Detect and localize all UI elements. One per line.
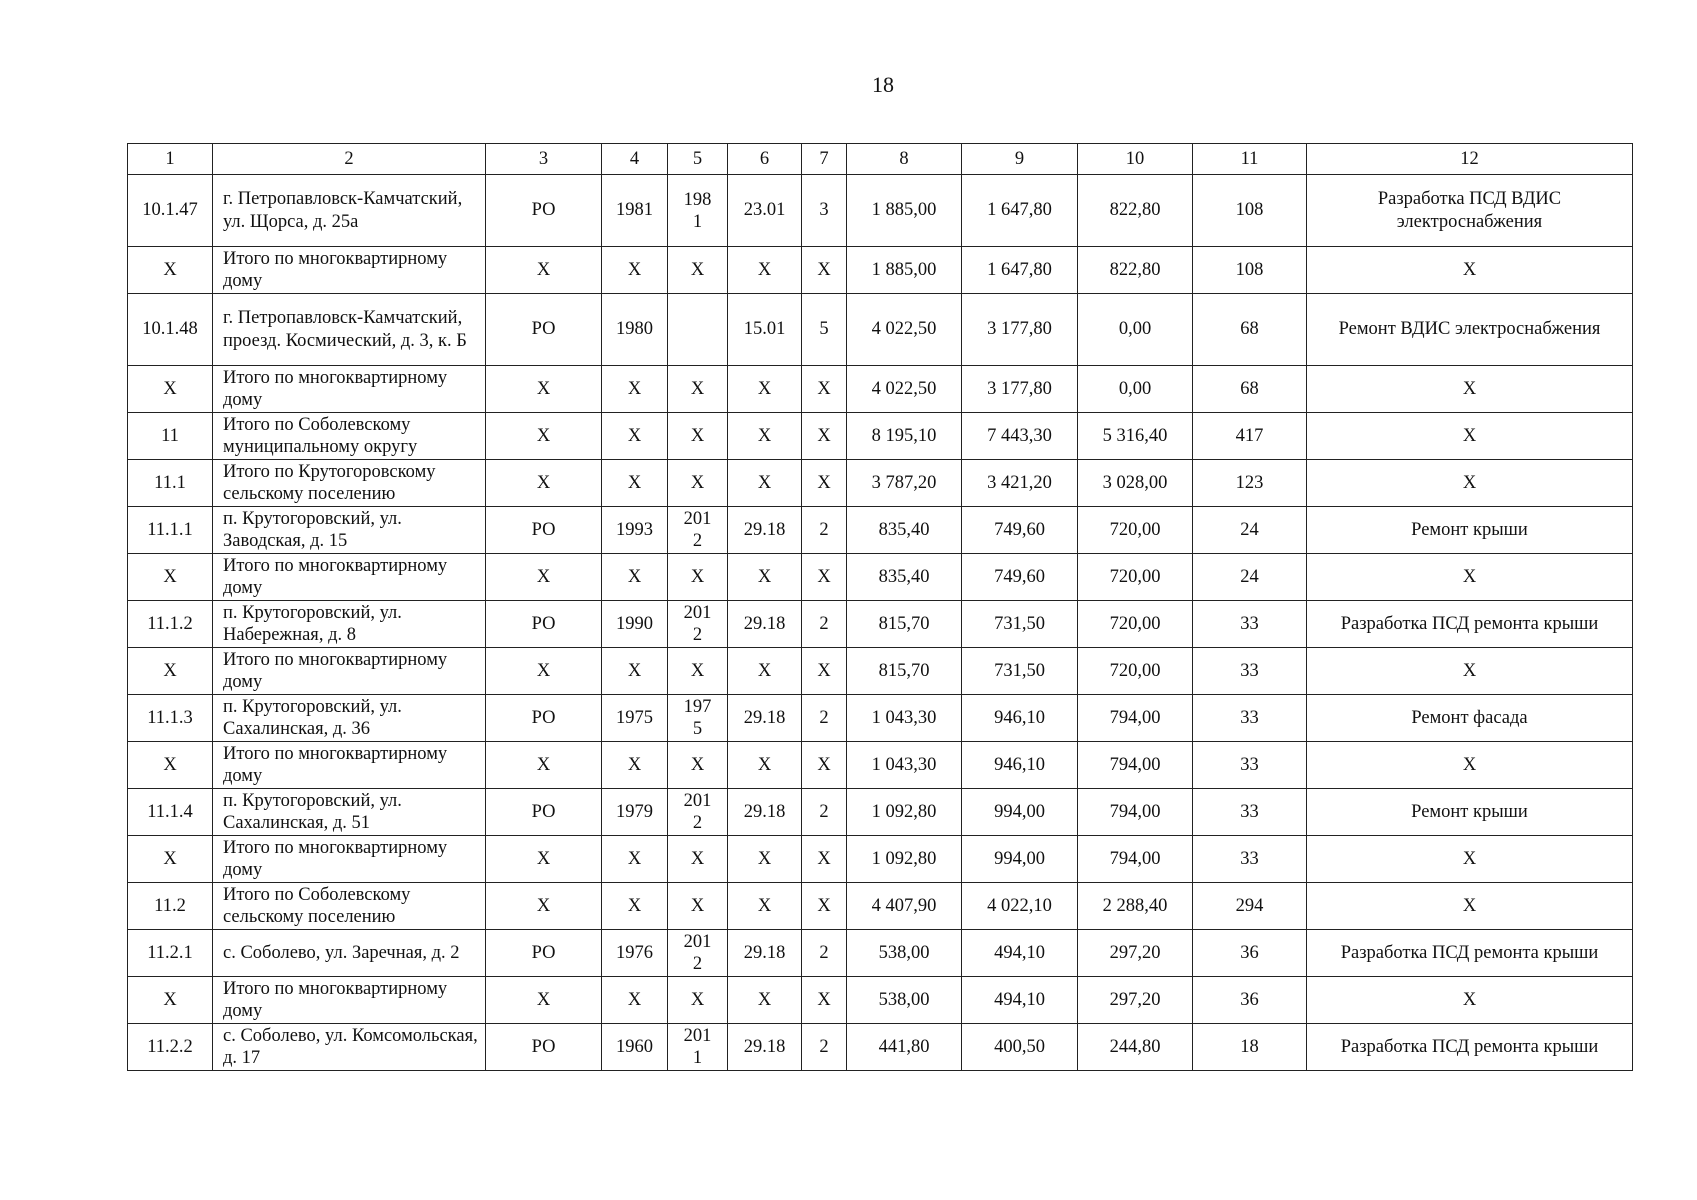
living-area-cell: 7 443,30 bbox=[962, 413, 1078, 460]
work-type-cell: Разработка ПСД ВДИС электроснабжения bbox=[1307, 175, 1633, 247]
living-area-cell: 3 421,20 bbox=[962, 460, 1078, 507]
value-cell: 5 316,40 bbox=[1078, 413, 1193, 460]
type-cell: РО bbox=[486, 695, 602, 742]
area-cell: 835,40 bbox=[847, 507, 962, 554]
address-cell: п. Крутогоровский, ул. Сахалинская, д. 36 bbox=[213, 695, 486, 742]
living-area-cell: 400,50 bbox=[962, 1024, 1078, 1071]
row-number: Х bbox=[128, 366, 213, 413]
count-cell: 3 bbox=[802, 175, 847, 247]
table-row bbox=[128, 789, 1633, 836]
address-cell: Итого по Соболевскому муниципальному округу bbox=[213, 413, 486, 460]
work-type-cell: Х bbox=[1307, 366, 1633, 413]
value-cell: 0,00 bbox=[1078, 366, 1193, 413]
year-built-cell: Х bbox=[602, 883, 668, 930]
living-area-cell: 749,60 bbox=[962, 507, 1078, 554]
year-cell: 2012 bbox=[668, 930, 728, 977]
living-area-cell: 994,00 bbox=[962, 789, 1078, 836]
residents-cell: 417 bbox=[1193, 413, 1307, 460]
residents-cell: 33 bbox=[1193, 742, 1307, 789]
year-cell: 1981 bbox=[668, 175, 728, 247]
residents-cell: 33 bbox=[1193, 648, 1307, 695]
work-type-cell: Разработка ПСД ремонта крыши bbox=[1307, 601, 1633, 648]
count-cell: Х bbox=[802, 648, 847, 695]
table-row bbox=[128, 930, 1633, 977]
year-cell: 2012 bbox=[668, 789, 728, 836]
living-area-cell: 731,50 bbox=[962, 648, 1078, 695]
work-type-cell: Разработка ПСД ремонта крыши bbox=[1307, 930, 1633, 977]
address-cell: Итого по Соболевскому сельскому поселению bbox=[213, 883, 486, 930]
row-number: Х bbox=[128, 742, 213, 789]
area-cell: 4 022,50 bbox=[847, 294, 962, 366]
code-cell: 29.18 bbox=[728, 601, 802, 648]
living-area-cell: 494,10 bbox=[962, 977, 1078, 1024]
count-cell: Х bbox=[802, 883, 847, 930]
column-number: 6 bbox=[728, 144, 802, 175]
year-cell: Х bbox=[668, 648, 728, 695]
column-number: 10 bbox=[1078, 144, 1193, 175]
type-cell: Х bbox=[486, 413, 602, 460]
address-cell: Итого по многоквартирному дому bbox=[213, 554, 486, 601]
column-number: 9 bbox=[962, 144, 1078, 175]
year-built-cell: 1993 bbox=[602, 507, 668, 554]
code-cell: Х bbox=[728, 883, 802, 930]
column-number: 2 bbox=[213, 144, 486, 175]
table-row bbox=[128, 883, 1633, 930]
work-type-cell: Х bbox=[1307, 247, 1633, 294]
column-number: 12 bbox=[1307, 144, 1633, 175]
value-cell: 794,00 bbox=[1078, 695, 1193, 742]
value-cell: 794,00 bbox=[1078, 742, 1193, 789]
living-area-cell: 994,00 bbox=[962, 836, 1078, 883]
table-row bbox=[128, 601, 1633, 648]
residents-cell: 123 bbox=[1193, 460, 1307, 507]
code-cell: 29.18 bbox=[728, 1024, 802, 1071]
address-cell: Итого по многоквартирному дому bbox=[213, 977, 486, 1024]
living-area-cell: 4 022,10 bbox=[962, 883, 1078, 930]
count-cell: 2 bbox=[802, 507, 847, 554]
residents-cell: 108 bbox=[1193, 175, 1307, 247]
column-number: 5 bbox=[668, 144, 728, 175]
page-number: 18 bbox=[872, 72, 894, 97]
area-cell: 8 195,10 bbox=[847, 413, 962, 460]
work-type-cell: Х bbox=[1307, 883, 1633, 930]
value-cell: 794,00 bbox=[1078, 789, 1193, 836]
area-cell: 441,80 bbox=[847, 1024, 962, 1071]
table-body bbox=[128, 144, 1633, 1071]
count-cell: 2 bbox=[802, 1024, 847, 1071]
table-row bbox=[128, 366, 1633, 413]
row-number: 11.1.4 bbox=[128, 789, 213, 836]
type-cell: Х bbox=[486, 648, 602, 695]
residents-cell: 24 bbox=[1193, 554, 1307, 601]
column-number: 1 bbox=[128, 144, 213, 175]
year-built-cell: Х bbox=[602, 413, 668, 460]
table-header-row bbox=[128, 144, 1633, 175]
code-cell: 29.18 bbox=[728, 507, 802, 554]
living-area-cell: 1 647,80 bbox=[962, 247, 1078, 294]
type-cell: РО bbox=[486, 601, 602, 648]
year-cell: 1975 bbox=[668, 695, 728, 742]
value-cell: 822,80 bbox=[1078, 175, 1193, 247]
column-number: 4 bbox=[602, 144, 668, 175]
year-cell: Х bbox=[668, 742, 728, 789]
area-cell: 815,70 bbox=[847, 648, 962, 695]
address-cell: г. Петропавловск-Камчатский, проезд. Космический, д. 3, к. Б bbox=[213, 294, 486, 366]
count-cell: Х bbox=[802, 836, 847, 883]
table-row bbox=[128, 836, 1633, 883]
table-row bbox=[128, 695, 1633, 742]
year-built-cell: Х bbox=[602, 648, 668, 695]
count-cell: Х bbox=[802, 742, 847, 789]
area-cell: 4 407,90 bbox=[847, 883, 962, 930]
type-cell: РО bbox=[486, 294, 602, 366]
type-cell: РО bbox=[486, 930, 602, 977]
count-cell: 2 bbox=[802, 601, 847, 648]
area-cell: 1 043,30 bbox=[847, 695, 962, 742]
row-number: Х bbox=[128, 648, 213, 695]
type-cell: РО bbox=[486, 789, 602, 836]
code-cell: Х bbox=[728, 460, 802, 507]
value-cell: 244,80 bbox=[1078, 1024, 1193, 1071]
row-number: Х bbox=[128, 836, 213, 883]
table-row bbox=[128, 413, 1633, 460]
table-row bbox=[128, 554, 1633, 601]
year-built-cell: Х bbox=[602, 460, 668, 507]
address-cell: с. Соболево, ул. Заречная, д. 2 bbox=[213, 930, 486, 977]
year-built-cell: Х bbox=[602, 742, 668, 789]
type-cell: Х bbox=[486, 836, 602, 883]
work-type-cell: Ремонт крыши bbox=[1307, 507, 1633, 554]
table-row bbox=[128, 977, 1633, 1024]
value-cell: 720,00 bbox=[1078, 507, 1193, 554]
value-cell: 2 288,40 bbox=[1078, 883, 1193, 930]
row-number: 11.2 bbox=[128, 883, 213, 930]
year-cell: Х bbox=[668, 247, 728, 294]
count-cell: Х bbox=[802, 413, 847, 460]
type-cell: РО bbox=[486, 1024, 602, 1071]
code-cell: Х bbox=[728, 977, 802, 1024]
type-cell: Х bbox=[486, 366, 602, 413]
table-row bbox=[128, 294, 1633, 366]
area-cell: 1 043,30 bbox=[847, 742, 962, 789]
residents-cell: 68 bbox=[1193, 294, 1307, 366]
living-area-cell: 946,10 bbox=[962, 742, 1078, 789]
residents-cell: 33 bbox=[1193, 601, 1307, 648]
year-cell: Х bbox=[668, 977, 728, 1024]
area-cell: 1 885,00 bbox=[847, 175, 962, 247]
row-number: 11.1.2 bbox=[128, 601, 213, 648]
table-row bbox=[128, 648, 1633, 695]
type-cell: Х bbox=[486, 742, 602, 789]
year-cell: Х bbox=[668, 883, 728, 930]
value-cell: 822,80 bbox=[1078, 247, 1193, 294]
count-cell: Х bbox=[802, 366, 847, 413]
living-area-cell: 731,50 bbox=[962, 601, 1078, 648]
work-type-cell: Разработка ПСД ремонта крыши bbox=[1307, 1024, 1633, 1071]
type-cell: РО bbox=[486, 175, 602, 247]
year-built-cell: 1960 bbox=[602, 1024, 668, 1071]
value-cell: 3 028,00 bbox=[1078, 460, 1193, 507]
residents-cell: 18 bbox=[1193, 1024, 1307, 1071]
year-built-cell: Х bbox=[602, 554, 668, 601]
type-cell: Х bbox=[486, 977, 602, 1024]
code-cell: 23.01 bbox=[728, 175, 802, 247]
year-built-cell: Х bbox=[602, 977, 668, 1024]
count-cell: Х bbox=[802, 977, 847, 1024]
year-cell: 2012 bbox=[668, 507, 728, 554]
row-number: Х bbox=[128, 247, 213, 294]
address-cell: п. Крутогоровский, ул. Сахалинская, д. 51 bbox=[213, 789, 486, 836]
code-cell: Х bbox=[728, 554, 802, 601]
code-cell: Х bbox=[728, 366, 802, 413]
area-cell: 1 092,80 bbox=[847, 836, 962, 883]
address-cell: п. Крутогоровский, ул. Набережная, д. 8 bbox=[213, 601, 486, 648]
residents-cell: 294 bbox=[1193, 883, 1307, 930]
count-cell: 5 bbox=[802, 294, 847, 366]
year-cell: Х bbox=[668, 554, 728, 601]
row-number: 11.1 bbox=[128, 460, 213, 507]
address-cell: Итого по Крутогоровскому сельскому поселению bbox=[213, 460, 486, 507]
residents-cell: 36 bbox=[1193, 930, 1307, 977]
area-cell: 538,00 bbox=[847, 977, 962, 1024]
area-cell: 4 022,50 bbox=[847, 366, 962, 413]
year-built-cell: Х bbox=[602, 247, 668, 294]
residents-cell: 24 bbox=[1193, 507, 1307, 554]
year-built-cell: 1980 bbox=[602, 294, 668, 366]
area-cell: 835,40 bbox=[847, 554, 962, 601]
living-area-cell: 1 647,80 bbox=[962, 175, 1078, 247]
address-cell: п. Крутогоровский, ул. Заводская, д. 15 bbox=[213, 507, 486, 554]
living-area-cell: 749,60 bbox=[962, 554, 1078, 601]
column-number: 7 bbox=[802, 144, 847, 175]
work-type-cell: Ремонт крыши bbox=[1307, 789, 1633, 836]
row-number: 10.1.48 bbox=[128, 294, 213, 366]
value-cell: 297,20 bbox=[1078, 930, 1193, 977]
address-cell: Итого по многоквартирному дому bbox=[213, 247, 486, 294]
value-cell: 720,00 bbox=[1078, 648, 1193, 695]
type-cell: РО bbox=[486, 507, 602, 554]
living-area-cell: 946,10 bbox=[962, 695, 1078, 742]
table-row bbox=[128, 460, 1633, 507]
residents-cell: 33 bbox=[1193, 695, 1307, 742]
table-row bbox=[128, 1024, 1633, 1071]
residents-cell: 36 bbox=[1193, 977, 1307, 1024]
count-cell: Х bbox=[802, 247, 847, 294]
count-cell: 2 bbox=[802, 789, 847, 836]
residents-cell: 108 bbox=[1193, 247, 1307, 294]
value-cell: 0,00 bbox=[1078, 294, 1193, 366]
value-cell: 720,00 bbox=[1078, 554, 1193, 601]
year-built-cell: 1979 bbox=[602, 789, 668, 836]
work-type-cell: Х bbox=[1307, 413, 1633, 460]
count-cell: Х bbox=[802, 460, 847, 507]
year-built-cell: 1975 bbox=[602, 695, 668, 742]
value-cell: 794,00 bbox=[1078, 836, 1193, 883]
area-cell: 538,00 bbox=[847, 930, 962, 977]
row-number: Х bbox=[128, 554, 213, 601]
area-cell: 3 787,20 bbox=[847, 460, 962, 507]
count-cell: 2 bbox=[802, 695, 847, 742]
code-cell: Х bbox=[728, 742, 802, 789]
type-cell: Х bbox=[486, 554, 602, 601]
living-area-cell: 494,10 bbox=[962, 930, 1078, 977]
buildings-table bbox=[127, 143, 1633, 1071]
address-cell: Итого по многоквартирному дому bbox=[213, 366, 486, 413]
area-cell: 1 885,00 bbox=[847, 247, 962, 294]
work-type-cell: Х bbox=[1307, 554, 1633, 601]
table-row bbox=[128, 247, 1633, 294]
year-cell: 2012 bbox=[668, 601, 728, 648]
row-number: Х bbox=[128, 977, 213, 1024]
row-number: 11 bbox=[128, 413, 213, 460]
code-cell: 29.18 bbox=[728, 930, 802, 977]
code-cell: Х bbox=[728, 247, 802, 294]
living-area-cell: 3 177,80 bbox=[962, 294, 1078, 366]
row-number: 10.1.47 bbox=[128, 175, 213, 247]
work-type-cell: Х bbox=[1307, 460, 1633, 507]
row-number: 11.1.3 bbox=[128, 695, 213, 742]
count-cell: Х bbox=[802, 554, 847, 601]
code-cell: 29.18 bbox=[728, 695, 802, 742]
table-row bbox=[128, 175, 1633, 247]
row-number: 11.2.1 bbox=[128, 930, 213, 977]
year-built-cell: 1990 bbox=[602, 601, 668, 648]
year-built-cell: 1976 bbox=[602, 930, 668, 977]
year-built-cell: 1981 bbox=[602, 175, 668, 247]
column-number: 8 bbox=[847, 144, 962, 175]
type-cell: Х bbox=[486, 883, 602, 930]
column-number: 11 bbox=[1193, 144, 1307, 175]
work-type-cell: Ремонт фасада bbox=[1307, 695, 1633, 742]
table-row bbox=[128, 742, 1633, 789]
year-built-cell: Х bbox=[602, 836, 668, 883]
code-cell: 29.18 bbox=[728, 789, 802, 836]
address-cell: г. Петропавловск-Камчатский, ул. Щорса, д. 25а bbox=[213, 175, 486, 247]
code-cell: Х bbox=[728, 836, 802, 883]
value-cell: 720,00 bbox=[1078, 601, 1193, 648]
work-type-cell: Х bbox=[1307, 648, 1633, 695]
work-type-cell: Х bbox=[1307, 742, 1633, 789]
address-cell: Итого по многоквартирному дому bbox=[213, 742, 486, 789]
address-cell: Итого по многоквартирному дому bbox=[213, 836, 486, 883]
year-cell: Х bbox=[668, 413, 728, 460]
area-cell: 1 092,80 bbox=[847, 789, 962, 836]
address-cell: Итого по многоквартирному дому bbox=[213, 648, 486, 695]
count-cell: 2 bbox=[802, 930, 847, 977]
value-cell: 297,20 bbox=[1078, 977, 1193, 1024]
row-number: 11.1.1 bbox=[128, 507, 213, 554]
type-cell: Х bbox=[486, 460, 602, 507]
year-cell: Х bbox=[668, 366, 728, 413]
year-cell: 2011 bbox=[668, 1024, 728, 1071]
year-cell: Х bbox=[668, 460, 728, 507]
area-cell: 815,70 bbox=[847, 601, 962, 648]
code-cell: Х bbox=[728, 413, 802, 460]
work-type-cell: Х bbox=[1307, 977, 1633, 1024]
living-area-cell: 3 177,80 bbox=[962, 366, 1078, 413]
year-built-cell: Х bbox=[602, 366, 668, 413]
year-cell bbox=[668, 294, 728, 366]
year-cell: Х bbox=[668, 836, 728, 883]
residents-cell: 68 bbox=[1193, 366, 1307, 413]
work-type-cell: Ремонт ВДИС электроснабжения bbox=[1307, 294, 1633, 366]
column-number: 3 bbox=[486, 144, 602, 175]
type-cell: Х bbox=[486, 247, 602, 294]
code-cell: Х bbox=[728, 648, 802, 695]
address-cell: с. Соболево, ул. Комсомольская, д. 17 bbox=[213, 1024, 486, 1071]
residents-cell: 33 bbox=[1193, 789, 1307, 836]
code-cell: 15.01 bbox=[728, 294, 802, 366]
residents-cell: 33 bbox=[1193, 836, 1307, 883]
row-number: 11.2.2 bbox=[128, 1024, 213, 1071]
table-row bbox=[128, 507, 1633, 554]
work-type-cell: Х bbox=[1307, 836, 1633, 883]
